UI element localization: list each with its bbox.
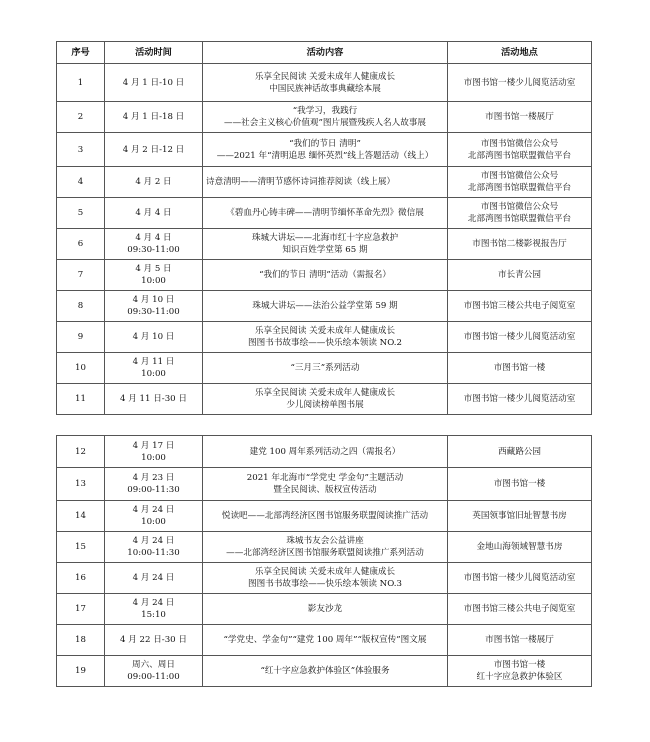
activity-time-line: 09:00-11:30 (127, 485, 180, 495)
activity-location-line: 市图书馆一楼 (493, 363, 546, 373)
activity-content-line: 珠城书友会公益讲座 (286, 536, 364, 546)
table-row (57, 291, 592, 322)
activity-location-line: 市图书馆一楼展厅 (485, 112, 554, 122)
row-number: 17 (57, 594, 105, 625)
activity-time (105, 594, 203, 625)
activity-content-line: “三月三”系列活动 (290, 363, 360, 373)
table-row (57, 656, 592, 687)
table-row (57, 501, 592, 532)
row-number: 1 (57, 64, 105, 102)
row-number: 7 (57, 260, 105, 291)
row-number: 13 (57, 468, 105, 501)
activity-content-line: “红十字应急救护体验区”体验服务 (260, 666, 390, 676)
activity-time-line: 4 月 24 日 (132, 573, 175, 583)
table-row (57, 353, 592, 384)
row-number: 8 (57, 291, 105, 322)
activity-location-line: 市图书馆微信公众号 (480, 202, 559, 212)
activity-location (448, 322, 592, 353)
activity-content (203, 625, 448, 656)
activity-location (448, 656, 592, 687)
activity-time-line: 4 月 22 日-30 日 (120, 635, 187, 645)
row-number: 6 (57, 229, 105, 260)
activity-time-line: 09:30-11:00 (127, 245, 180, 255)
activity-time (105, 229, 203, 260)
activity-location-line: 市图书馆一楼少儿阅览活动室 (463, 394, 576, 404)
activity-content (203, 656, 448, 687)
activity-time (105, 133, 203, 167)
activity-time-line: 4 月 24 日 (132, 536, 175, 546)
activity-content-line: 乐享全民阅读 关爱未成年人健康成长 (254, 326, 396, 336)
activity-time (105, 198, 203, 229)
activity-time (105, 322, 203, 353)
row-number: 12 (57, 436, 105, 468)
activity-time-line: 15:10 (141, 610, 166, 620)
activity-time-line: 4 月 24 日 (132, 505, 175, 515)
activity-content (203, 322, 448, 353)
row-number: 19 (57, 656, 105, 687)
activity-time-line: 4 月 5 日 (135, 264, 172, 274)
activity-content-line: ——社会主义核心价值观”图片展暨残疾人名人故事展 (223, 118, 427, 128)
table-row (57, 102, 592, 133)
activity-content-line: 知识百姓学堂第 65 期 (282, 245, 368, 255)
activity-time-line: 周六、周日 (132, 660, 175, 670)
activity-content-line: 影友沙龙 (307, 604, 343, 614)
table-row (57, 64, 592, 102)
activity-content (203, 353, 448, 384)
activity-content-line: 《碧血丹心铸丰碑——清明节缅怀革命先烈》微信展 (226, 208, 424, 218)
activity-content (203, 229, 448, 260)
activity-content-line: “我们的节日 清明” (289, 138, 361, 149)
activity-content (203, 594, 448, 625)
activity-content (203, 563, 448, 594)
activity-time-line: 4 月 10 日 (132, 295, 175, 305)
activity-location-line: 市图书馆微信公众号 (480, 171, 559, 181)
activity-location-line: 市长青公园 (498, 270, 541, 280)
activity-time (105, 468, 203, 501)
activity-time-line: 09:30-11:00 (127, 307, 180, 317)
table-row (57, 436, 592, 468)
activity-location (448, 64, 592, 102)
activity-time (105, 563, 203, 594)
activity-location-line: 市图书馆三楼公共电子阅览室 (463, 604, 576, 614)
activity-content (203, 102, 448, 133)
activity-location-line: 市图书馆一楼 (493, 479, 546, 489)
row-number: 5 (57, 198, 105, 229)
activity-location-line: 红十字应急救护体验区 (476, 672, 563, 682)
activity-time (105, 501, 203, 532)
activity-location (448, 260, 592, 291)
row-number: 9 (57, 322, 105, 353)
header-location: 活动地点 (448, 42, 592, 64)
table-row (57, 384, 592, 415)
activity-time (105, 64, 203, 102)
activity-content (203, 501, 448, 532)
activity-content (203, 291, 448, 322)
row-number: 3 (57, 133, 105, 167)
activity-time-line: 09:00-11:00 (127, 672, 180, 682)
activity-location-line: 市图书馆一楼少儿阅览活动室 (463, 77, 576, 88)
activity-time (105, 167, 203, 198)
activity-location (448, 291, 592, 322)
activity-location-line: 市图书馆一楼 (493, 660, 546, 670)
activity-time-line: 10:00 (141, 517, 166, 527)
table-row (57, 133, 592, 167)
activity-content-line: “我学习，我践行 (292, 106, 358, 116)
row-number: 15 (57, 532, 105, 563)
activity-content-line: 乐享全民阅读 关爱未成年人健康成长 (254, 567, 396, 577)
activity-content-line: ——2021 年“清明追思 缅怀英烈”线上答题活动（线上） (216, 150, 434, 161)
table-row (57, 625, 592, 656)
activity-time-line: 4 月 4 日 (135, 208, 172, 218)
row-number: 14 (57, 501, 105, 532)
activity-time (105, 436, 203, 468)
activity-time-line: 4 月 11 日 (132, 357, 175, 367)
activity-content-line: “我们的节日 清明”活动（需报名） (259, 270, 391, 280)
activity-time-line: 4 月 1 日-18 日 (122, 112, 185, 122)
activity-time (105, 384, 203, 415)
activity-location (448, 563, 592, 594)
row-number: 4 (57, 167, 105, 198)
schedule-table-part-2 (56, 435, 592, 687)
activity-content-line: 乐享全民阅读 关爱未成年人健康成长 (254, 71, 396, 82)
activity-location-line: 北部湾图书馆联盟微信平台 (467, 183, 572, 193)
activity-location (448, 625, 592, 656)
activity-content-line: 诗意清明——清明节感怀诗词推荐阅读（线上展） (206, 177, 396, 187)
activity-content (203, 384, 448, 415)
activity-location (448, 229, 592, 260)
activity-time-line: 4 月 11 日-30 日 (120, 394, 187, 404)
activity-content-line: 图图书书故事绘——快乐绘本领读 NO.2 (248, 338, 402, 348)
activity-location (448, 436, 592, 468)
activity-content (203, 532, 448, 563)
table-row (57, 198, 592, 229)
activity-content-line: 中国民族神话故事典藏绘本展 (269, 83, 381, 94)
activity-time (105, 353, 203, 384)
activity-location (448, 133, 592, 167)
activity-time-line: 4 月 24 日 (132, 598, 175, 608)
table-row (57, 563, 592, 594)
activity-time (105, 656, 203, 687)
activity-time-line: 4 月 23 日 (132, 473, 175, 483)
activity-content-line: 2021 年北海市“学党史 学金句”主题活动 (246, 473, 404, 483)
activity-content (203, 436, 448, 468)
row-number: 10 (57, 353, 105, 384)
activity-location (448, 384, 592, 415)
activity-location-line: 市图书馆二楼影视报告厅 (472, 239, 567, 249)
schedule-table-part-1 (56, 41, 592, 415)
activity-time-line: 4 月 4 日 (135, 233, 172, 243)
activity-location (448, 167, 592, 198)
activity-content-line: 建党 100 周年系列活动之四（需报名） (249, 446, 401, 457)
activity-location-line: 市图书馆微信公众号 (480, 138, 559, 149)
activity-content (203, 198, 448, 229)
activity-location-line: 北部湾图书馆联盟微信平台 (467, 214, 572, 224)
activity-location-line: 市图书馆一楼少儿阅览活动室 (463, 332, 576, 342)
activity-content (203, 133, 448, 167)
activity-time (105, 260, 203, 291)
activity-time (105, 625, 203, 656)
table-header-row (57, 42, 592, 64)
table-row (57, 229, 592, 260)
table-row (57, 167, 592, 198)
activity-time-line: 4 月 17 日 (132, 440, 175, 451)
activity-content-line: 乐享全民阅读 关爱未成年人健康成长 (254, 388, 396, 398)
table-row (57, 260, 592, 291)
row-number: 16 (57, 563, 105, 594)
header-time: 活动时间 (105, 42, 203, 64)
activity-content-line: 少儿阅读榜单图书展 (286, 400, 364, 410)
table-row (57, 322, 592, 353)
row-number: 2 (57, 102, 105, 133)
activity-content-line: 暨全民阅读、版权宣传活动 (273, 485, 377, 495)
activity-location (448, 594, 592, 625)
activity-content-line: 珠城大讲坛——北海市红十字应急救护 (251, 233, 399, 243)
activity-content-line: 珠城大讲坛——法治公益学堂第 59 期 (252, 301, 398, 311)
activity-location (448, 198, 592, 229)
activity-time-line: 10:00 (141, 369, 166, 379)
activity-location-line: 市图书馆一楼少儿阅览活动室 (463, 573, 576, 583)
activity-location (448, 353, 592, 384)
table-row (57, 532, 592, 563)
activity-time-line: 4 月 2 日 (135, 177, 172, 187)
activity-time-line: 4 月 10 日 (132, 332, 175, 342)
activity-location (448, 501, 592, 532)
activity-content (203, 167, 448, 198)
activity-time-line: 10:00 (141, 452, 166, 463)
activity-location-line: 西藏路公园 (498, 446, 541, 457)
activity-location (448, 532, 592, 563)
row-number: 18 (57, 625, 105, 656)
table-row (57, 594, 592, 625)
activity-location (448, 468, 592, 501)
activity-time (105, 102, 203, 133)
activity-time-line: 10:00 (141, 276, 166, 286)
header-no: 序号 (57, 42, 105, 64)
activity-location-line: 北部湾图书馆联盟微信平台 (467, 150, 572, 161)
table-row (57, 468, 592, 501)
activity-time-line: 10:00-11:30 (127, 548, 180, 558)
activity-location-line: 金地山海领域智慧书房 (476, 542, 563, 552)
activity-time (105, 532, 203, 563)
activity-location-line: 市图书馆三楼公共电子阅览室 (463, 301, 576, 311)
activity-time (105, 291, 203, 322)
activity-content (203, 468, 448, 501)
activity-content-line: 悦读吧——北部湾经济区图书馆服务联盟阅读推广活动 (221, 511, 429, 521)
activity-location (448, 102, 592, 133)
activity-content-line: ——北部湾经济区图书馆服务联盟阅读推广系列活动 (226, 548, 424, 558)
activity-location-line: 英国领事馆旧址智慧书房 (472, 511, 567, 521)
activity-content-line: “学党史、学金句”“建党 100 周年”“版权宣传”图文展 (223, 635, 427, 645)
activity-location-line: 市图书馆一楼展厅 (485, 635, 554, 645)
activity-time-line: 4 月 2 日-12 日 (122, 144, 185, 155)
activity-content (203, 260, 448, 291)
activity-time-line: 4 月 1 日-10 日 (122, 77, 185, 88)
activity-content-line: 图图书书故事绘——快乐绘本领读 NO.3 (248, 579, 402, 589)
header-content: 活动内容 (203, 42, 448, 64)
row-number: 11 (57, 384, 105, 415)
activity-content (203, 64, 448, 102)
